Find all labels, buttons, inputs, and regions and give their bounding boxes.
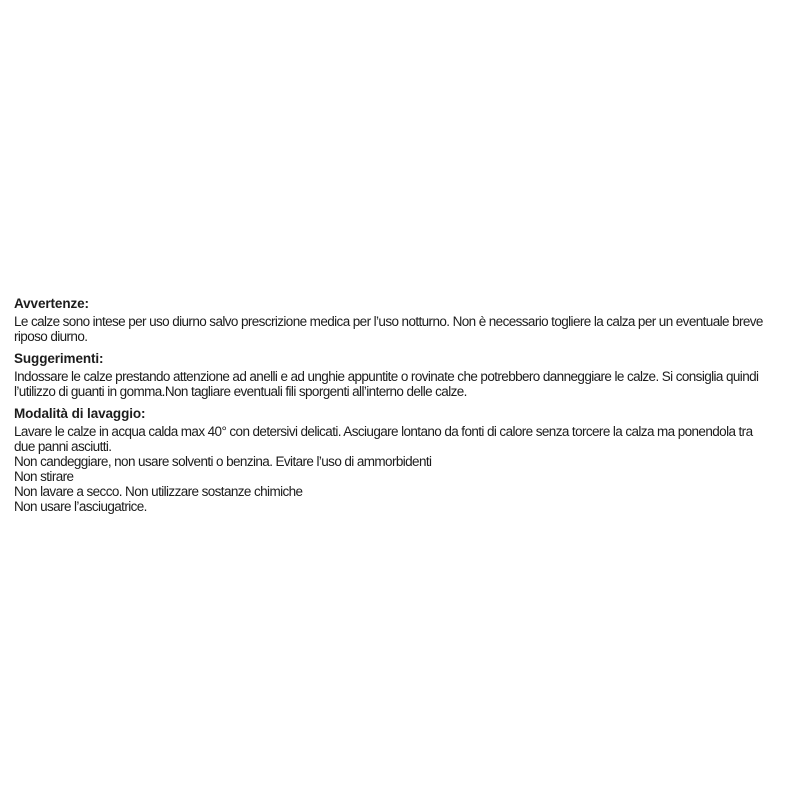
lavaggio-line-5: Non lavare a secco. Non utilizzare sostanze chimiche: [14, 484, 303, 499]
lavaggio-line-4: Non stirare: [14, 469, 74, 484]
section-heading-avvertenze: Avvertenze:: [14, 296, 89, 311]
section-heading-suggerimenti: Suggerimenti:: [14, 351, 104, 366]
lavaggio-line-2: due panni asciutti.: [14, 439, 112, 454]
avvertenze-line-2: riposo diurno.: [14, 329, 88, 344]
suggerimenti-line-1: Indossare le calze prestando attenzione ad anelli e ad unghie appuntite o rovinate che potrebbero danneggiare le calze. Si consiglia quindi: [14, 369, 759, 384]
lavaggio-line-3: Non candeggiare, non usare solventi o benzina. Evitare l’uso di ammorbidenti: [14, 454, 432, 469]
avvertenze-line-1: Le calze sono intese per uso diurno salvo prescrizione medica per l’uso notturno. Non è necessario togliere la calza per un eventuale breve: [14, 314, 763, 329]
lavaggio-line-1: Lavare le calze in acqua calda max 40° con detersivi delicati. Asciugare lontano da fonti di calore senza torcere la calza ma ponendola tra: [14, 424, 753, 439]
section-heading-modalita-di-lavaggio: Modalità di lavaggio:: [14, 406, 146, 421]
suggerimenti-line-2: l’utilizzo di guanti in gomma.Non tagliare eventuali fili sporgenti all’interno delle calze.: [14, 384, 467, 399]
lavaggio-line-6: Non usare l’asciugatrice.: [14, 499, 147, 514]
